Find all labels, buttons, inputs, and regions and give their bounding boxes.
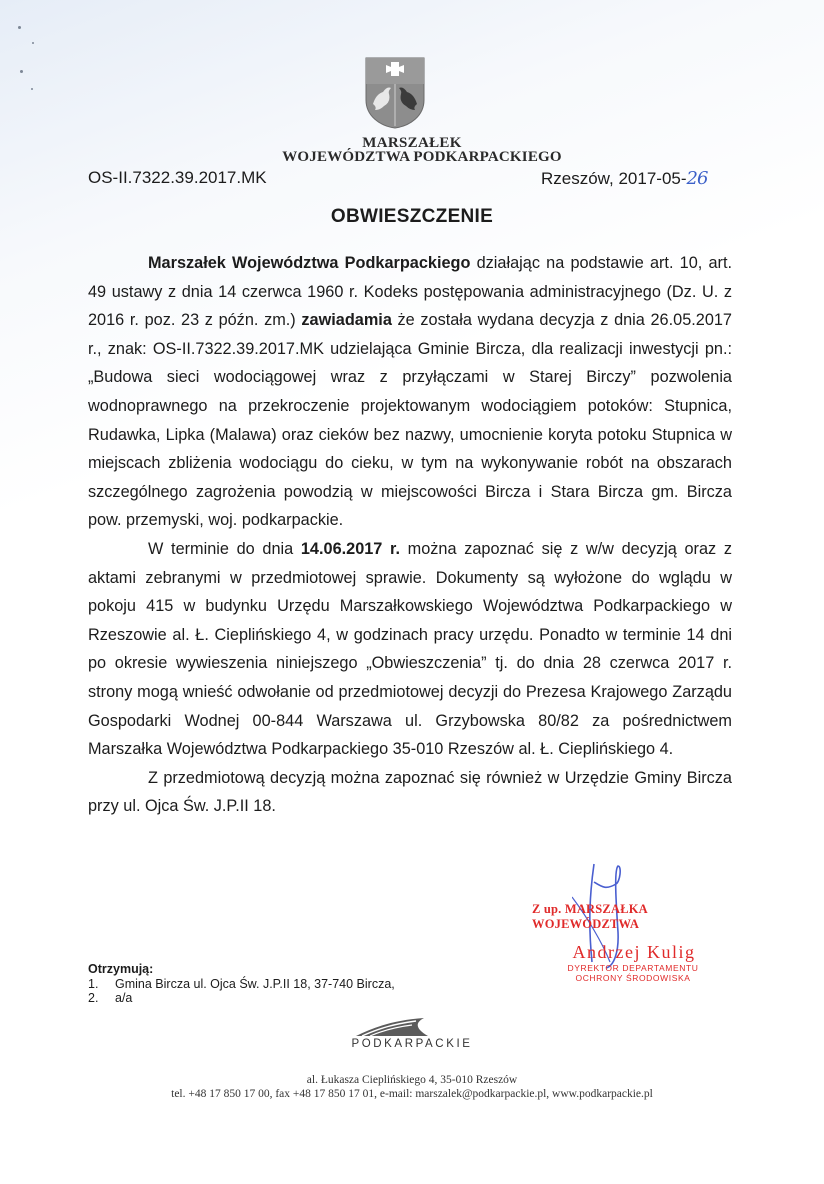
document-title: OBWIESZCZENIE xyxy=(330,206,494,227)
notice-body xyxy=(88,249,732,821)
recipient-number: 1. xyxy=(88,976,99,991)
stamp-office: MARSZAŁKA WOJEWÓDZTWA xyxy=(532,902,648,931)
paragraph-2 xyxy=(88,535,732,764)
issuer-line-1: MARSZAŁEK xyxy=(362,135,462,151)
recipient-text: a/a xyxy=(115,991,133,1005)
recipient-item xyxy=(88,977,395,992)
bold-issuer: Marszałek Województwa Podkarpackiego xyxy=(148,254,471,272)
stamp-role-2: OCHRONY ŚRODOWISKA xyxy=(575,973,691,983)
stamp-prefix: Z up. xyxy=(532,902,565,916)
footer-address: al. Łukasza Cieplińskiego 4, 35-010 Rzeszów xyxy=(306,1074,518,1086)
recipients-list xyxy=(88,962,395,1006)
footer-contact: tel. +48 17 850 17 00, fax +48 17 850 17 01, e-mail: marszalek@podkarpackie.pl, www.podkarpackie.pl xyxy=(171,1088,653,1100)
official-stamp xyxy=(532,902,722,983)
reference-number: OS-II.7322.39.2017.MK xyxy=(88,168,267,187)
p2-text-2: można zapoznać się z w/w decyzją oraz z aktami zebranymi w przedmiotowej sprawie. Dokumenty są wyłożone do wglądu w pokoju 415 w budynku Urzędu Marszałkowskiego Województwa Podkarpackiego w Rzeszowie al. Ł. Cieplińskiego 4, w godzinach pracy urzędu. Ponadto w terminie 14 dni po okresie wywieszenia niniejszego „Obwieszczenia” tj. do dnia 28 czerwca 2017 r. strony mogą wnieść odwołanie od przedmiotowej decyzji do Prezesa Krajowego Zarządu Gospodarki Wodnej 00-844 Warszawa ul. Grzybowska 80/82 za pośrednictwem Marszałka Województwa Podkarpackiego 35-010 Rzeszów al. Ł. Cieplińskiego 4. xyxy=(88,539,732,759)
recipient-text: Gmina Bircza ul. Ojca Św. J.P.II 18, 37-740 Bircza, xyxy=(115,976,395,991)
p1-text-1: działając na podstawie art. 10, art. 49 ustawy z dnia 14 czerwca 1960 r. Kodeks postępowania administracyjnego (Dz. U. z 2016 r. poz. 23 z późn. zm.) xyxy=(88,254,732,330)
handwritten-day: 26 xyxy=(686,168,708,189)
p2-text-1: W terminie do dnia xyxy=(148,539,301,558)
recipient-item xyxy=(88,991,395,1006)
recipient-number: 2. xyxy=(88,991,99,1005)
recipients-header: Otrzymują: xyxy=(88,962,154,976)
logo-wordmark: PODKARPACKIE xyxy=(351,1038,473,1050)
p3-text-1: Z przedmiotową decyzją można zapoznać się również w Urzędzie Gminy Bircza przy ul. Ojca Św. J.P.II 18. xyxy=(88,768,732,816)
stamp-authorization xyxy=(532,902,722,932)
place-and-date xyxy=(541,168,707,189)
issuer-line-2: WOJEWÓDZTWA PODKARPACKIEGO xyxy=(282,149,562,165)
coat-of-arms-icon xyxy=(364,56,426,130)
stamp-signatory-name: Andrzej Kulig xyxy=(572,942,696,962)
p1-text-2: że została wydana decyzja z dnia 26.05.2017 r., znak: OS-II.7322.39.2017.MK udzielająca Gminie Bircza, dla realizacji inwestycji pn.: „Budowa sieci wodociągowej wraz z przyłączami w Starej Birczy” pozwolenia wodnoprawnego na przekroczenie projektowanym wodociągiem potoków: Stupnica, Rudawka, Lipka (Malawa) oraz cieków bez nazwy, umocnienie koryta potoku Stupnica w miejscach zbliżenia wodociągu do cieku, w tym na wykonywanie robót na obszarach szczególnego zagrożenia powodzią w miejscowości Bircza i Stara Bircza gm. Bircza pow. przemyski, woj. podkarpackie. xyxy=(88,311,732,530)
paragraph-3 xyxy=(88,764,732,821)
bold-notifies: zawiadamia xyxy=(301,311,392,330)
paragraph-1 xyxy=(88,249,732,535)
stamp-role-1: DYREKTOR DEPARTAMENTU xyxy=(567,963,699,973)
place-date-printed: Rzeszów, 2017-05- xyxy=(541,169,687,188)
bold-deadline: 14.06.2017 r. xyxy=(300,539,400,558)
